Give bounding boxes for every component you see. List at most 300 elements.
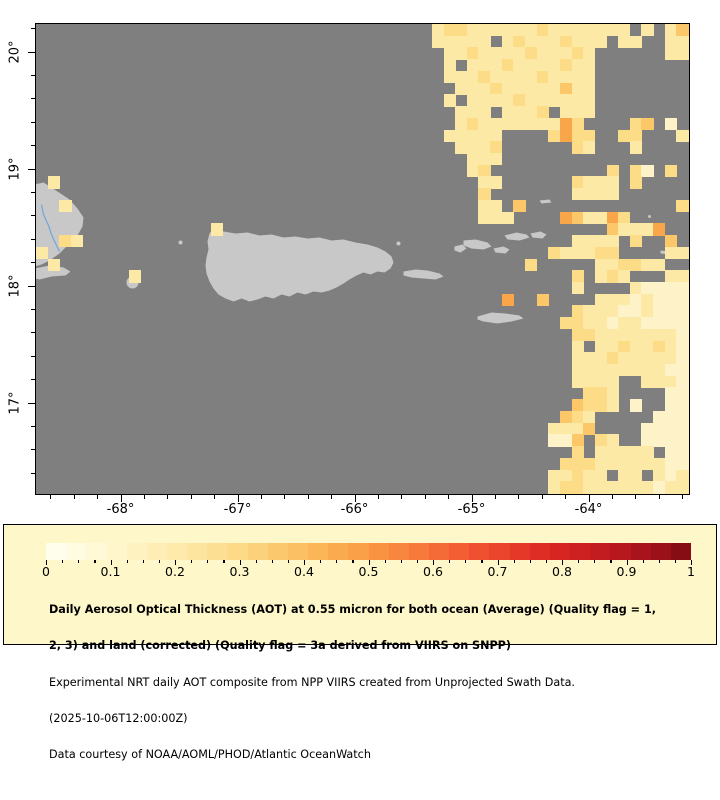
aot-cell bbox=[560, 470, 572, 482]
aot-cell bbox=[490, 24, 502, 36]
colorbar-minor-tick bbox=[207, 560, 208, 563]
aot-cell bbox=[537, 106, 549, 118]
aot-cell bbox=[653, 364, 665, 376]
aot-cell bbox=[572, 36, 584, 48]
aot-cell bbox=[630, 282, 642, 294]
aot-cell bbox=[665, 376, 677, 388]
colorbar-block bbox=[127, 543, 147, 560]
aot-cell bbox=[653, 376, 665, 388]
aot-cell bbox=[641, 341, 653, 353]
aot-cell bbox=[444, 36, 456, 48]
aot-cell bbox=[490, 94, 502, 106]
aot-cell bbox=[607, 223, 619, 235]
colorbar-minor-tick bbox=[594, 560, 595, 563]
legend-title-line-1: Daily Aerosol Optical Thickness (AOT) at 0.55 micron for both ocean (Average) (Quality flag = 1, bbox=[49, 603, 656, 617]
aot-cell bbox=[676, 376, 688, 388]
colorbar bbox=[46, 543, 691, 560]
aot-cell-layer bbox=[36, 24, 689, 494]
aot-cell bbox=[618, 317, 630, 329]
lat-major-tick bbox=[28, 286, 35, 287]
colorbar-tick-label: 0.9 bbox=[616, 564, 637, 579]
aot-cell bbox=[665, 341, 677, 353]
lon-major-tick bbox=[355, 495, 356, 502]
aot-cell bbox=[630, 399, 642, 411]
aot-cell bbox=[548, 130, 560, 142]
aot-cell bbox=[665, 470, 677, 482]
aot-cell bbox=[665, 24, 677, 36]
aot-cell bbox=[467, 141, 479, 153]
colorbar-block bbox=[46, 543, 66, 560]
colorbar-block bbox=[671, 543, 691, 560]
aot-cell bbox=[537, 294, 549, 306]
colorbar-minor-tick bbox=[223, 560, 224, 563]
aot-cell bbox=[455, 47, 467, 59]
aot-cell bbox=[607, 259, 619, 271]
aot-cell bbox=[560, 83, 572, 95]
aot-cell bbox=[560, 130, 572, 142]
aot-cell bbox=[607, 294, 619, 306]
aot-cell bbox=[676, 329, 688, 341]
aot-cell bbox=[572, 352, 584, 364]
colorbar-block bbox=[167, 543, 187, 560]
colorbar-block bbox=[651, 543, 671, 560]
aot-cell bbox=[583, 247, 595, 259]
lon-minor-tick bbox=[635, 495, 636, 499]
aot-cell bbox=[583, 376, 595, 388]
aot-cell bbox=[560, 434, 572, 446]
aot-cell bbox=[595, 387, 607, 399]
aot-cell bbox=[525, 59, 537, 71]
aot-cell bbox=[560, 212, 572, 224]
colorbar-minor-tick bbox=[78, 560, 79, 563]
colorbar-minor-tick bbox=[143, 560, 144, 563]
aot-cell bbox=[502, 24, 514, 36]
aot-cell bbox=[502, 94, 514, 106]
aot-cell bbox=[665, 411, 677, 423]
colorbar-minor-tick bbox=[659, 560, 660, 563]
aot-cell bbox=[560, 481, 572, 493]
aot-cell bbox=[595, 341, 607, 353]
aot-cell bbox=[583, 106, 595, 118]
aot-cell bbox=[665, 36, 677, 48]
aot-cell bbox=[607, 352, 619, 364]
aot-cell bbox=[444, 24, 456, 36]
aot-cell bbox=[665, 329, 677, 341]
lon-minor-tick bbox=[682, 495, 683, 499]
aot-cell bbox=[630, 446, 642, 458]
aot-cell bbox=[572, 141, 584, 153]
aot-cell bbox=[665, 118, 677, 130]
aot-cell bbox=[676, 481, 688, 493]
aot-cell bbox=[641, 294, 653, 306]
aot-cell bbox=[630, 294, 642, 306]
colorbar-block bbox=[66, 543, 86, 560]
colorbar-minor-tick bbox=[320, 560, 321, 563]
aot-cell bbox=[490, 83, 502, 95]
aot-cell bbox=[641, 446, 653, 458]
aot-cell bbox=[653, 259, 665, 271]
aot-cell bbox=[478, 94, 490, 106]
aot-cell bbox=[665, 423, 677, 435]
aot-cell bbox=[455, 24, 467, 36]
aot-cell bbox=[618, 305, 630, 317]
aot-cell bbox=[478, 188, 490, 200]
lon-minor-tick bbox=[144, 495, 145, 499]
colorbar-minor-tick bbox=[449, 560, 450, 563]
colorbar-minor-tick bbox=[127, 560, 128, 563]
aot-cell bbox=[630, 341, 642, 353]
aot-cell bbox=[595, 446, 607, 458]
aot-cell bbox=[513, 94, 525, 106]
aot-cell bbox=[607, 24, 619, 36]
colorbar-minor-tick bbox=[352, 560, 353, 563]
aot-cell bbox=[676, 305, 688, 317]
aot-cell bbox=[572, 282, 584, 294]
lon-minor-tick bbox=[378, 495, 379, 499]
aot-cell bbox=[502, 212, 514, 224]
aot-cell bbox=[607, 434, 619, 446]
aot-cell bbox=[676, 434, 688, 446]
aot-cell bbox=[595, 212, 607, 224]
aot-cell bbox=[676, 130, 688, 142]
aot-cell bbox=[572, 305, 584, 317]
aot-cell bbox=[630, 223, 642, 235]
aot-cell bbox=[490, 118, 502, 130]
aot-cell bbox=[583, 141, 595, 153]
colorbar-minor-tick bbox=[578, 560, 579, 563]
aot-cell bbox=[641, 282, 653, 294]
aot-cell bbox=[490, 71, 502, 83]
aot-cell bbox=[607, 364, 619, 376]
aot-cell bbox=[502, 59, 514, 71]
aot-cell bbox=[572, 235, 584, 247]
aot-cell bbox=[560, 36, 572, 48]
aot-cell bbox=[618, 458, 630, 470]
colorbar-tick-label: 0.3 bbox=[229, 564, 250, 579]
aot-cell bbox=[444, 47, 456, 59]
colorbar-block bbox=[348, 543, 368, 560]
aot-cell bbox=[467, 165, 479, 177]
aot-cell bbox=[502, 36, 514, 48]
aot-cell bbox=[676, 270, 688, 282]
aot-cell bbox=[630, 317, 642, 329]
lon-minor-tick bbox=[659, 495, 660, 499]
aot-cell bbox=[653, 434, 665, 446]
aot-cell bbox=[560, 118, 572, 130]
aot-cell bbox=[583, 24, 595, 36]
colorbar-tick-label: 0.7 bbox=[487, 564, 508, 579]
aot-cell bbox=[630, 36, 642, 48]
aot-cell bbox=[513, 118, 525, 130]
lon-minor-tick bbox=[425, 495, 426, 499]
aot-cell bbox=[653, 352, 665, 364]
lon-major-tick bbox=[472, 495, 473, 502]
aot-cell bbox=[641, 458, 653, 470]
lat-major-tick bbox=[28, 169, 35, 170]
aot-cell bbox=[595, 458, 607, 470]
aot-cell bbox=[665, 294, 677, 306]
aot-cell bbox=[607, 387, 619, 399]
aot-cell bbox=[676, 341, 688, 353]
lon-major-tick bbox=[589, 495, 590, 502]
colorbar-block bbox=[530, 543, 550, 560]
aot-cell bbox=[560, 106, 572, 118]
aot-cell bbox=[595, 329, 607, 341]
aot-cell bbox=[478, 141, 490, 153]
aot-cell bbox=[572, 411, 584, 423]
aot-cell bbox=[583, 212, 595, 224]
aot-cell bbox=[665, 305, 677, 317]
aot-cell bbox=[478, 59, 490, 71]
aot-cell bbox=[478, 200, 490, 212]
aot-cell bbox=[618, 364, 630, 376]
aot-cell bbox=[676, 352, 688, 364]
aot-cell bbox=[572, 59, 584, 71]
aot-cell bbox=[595, 470, 607, 482]
aot-cell bbox=[537, 47, 549, 59]
colorbar-block bbox=[106, 543, 126, 560]
aot-cell bbox=[513, 59, 525, 71]
colorbar-block bbox=[187, 543, 207, 560]
colorbar-minor-tick bbox=[288, 560, 289, 563]
aot-cell bbox=[537, 71, 549, 83]
aot-cell bbox=[560, 423, 572, 435]
colorbar-block bbox=[86, 543, 106, 560]
lat-axis-label: 17° bbox=[7, 390, 23, 415]
aot-cell bbox=[513, 24, 525, 36]
legend-desc-line: Experimental NRT daily AOT composite from NPP VIIRS created from Unprojected Swath Data. bbox=[49, 675, 575, 689]
aot-cell bbox=[572, 130, 584, 142]
aot-cell bbox=[618, 270, 630, 282]
aot-cell bbox=[513, 83, 525, 95]
aot-cell bbox=[641, 24, 653, 36]
colorbar-minor-tick bbox=[401, 560, 402, 563]
aot-cell bbox=[572, 83, 584, 95]
aot-cell bbox=[572, 94, 584, 106]
aot-cell bbox=[572, 71, 584, 83]
aot-cell bbox=[641, 481, 653, 493]
aot-cell bbox=[502, 47, 514, 59]
aot-cell bbox=[572, 212, 584, 224]
map-plot bbox=[35, 23, 690, 495]
aot-cell bbox=[665, 458, 677, 470]
aot-cell bbox=[572, 329, 584, 341]
colorbar-block bbox=[268, 543, 288, 560]
aot-cell bbox=[548, 47, 560, 59]
colorbar-block bbox=[590, 543, 610, 560]
aot-cell bbox=[478, 153, 490, 165]
lon-minor-tick bbox=[518, 495, 519, 499]
aot-cell bbox=[478, 24, 490, 36]
aot-cell bbox=[630, 352, 642, 364]
aot-cell bbox=[467, 36, 479, 48]
aot-cell bbox=[607, 446, 619, 458]
aot-cell bbox=[560, 47, 572, 59]
aot-cell bbox=[630, 458, 642, 470]
aot-cell bbox=[525, 47, 537, 59]
colorbar-block bbox=[631, 543, 651, 560]
aot-cell bbox=[618, 24, 630, 36]
aot-cell bbox=[641, 434, 653, 446]
aot-cell bbox=[432, 24, 444, 36]
aot-cell bbox=[71, 235, 83, 247]
aot-cell bbox=[665, 434, 677, 446]
aot-cell bbox=[676, 387, 688, 399]
aot-cell bbox=[583, 423, 595, 435]
aot-cell bbox=[490, 153, 502, 165]
aot-cell bbox=[444, 130, 456, 142]
aot-cell bbox=[607, 481, 619, 493]
aot-cell bbox=[607, 329, 619, 341]
aot-cell bbox=[595, 317, 607, 329]
aot-cell bbox=[618, 130, 630, 142]
aot-cell bbox=[583, 188, 595, 200]
aot-cell bbox=[665, 165, 677, 177]
aot-cell bbox=[467, 153, 479, 165]
aot-cell bbox=[525, 24, 537, 36]
aot-cell bbox=[478, 106, 490, 118]
colorbar-minor-tick bbox=[417, 560, 418, 563]
aot-cell bbox=[641, 352, 653, 364]
aot-cell bbox=[467, 94, 479, 106]
aot-cell bbox=[676, 282, 688, 294]
aot-cell bbox=[676, 458, 688, 470]
colorbar-block bbox=[248, 543, 268, 560]
aot-cell bbox=[537, 24, 549, 36]
colorbar-block bbox=[510, 543, 530, 560]
colorbar-block bbox=[489, 543, 509, 560]
lon-minor-tick bbox=[355, 495, 356, 499]
aot-cell bbox=[630, 259, 642, 271]
aot-cell bbox=[665, 352, 677, 364]
aot-cell bbox=[618, 294, 630, 306]
aot-cell bbox=[548, 481, 560, 493]
aot-cell bbox=[653, 481, 665, 493]
colorbar-tick-label: 0 bbox=[42, 564, 50, 579]
aot-cell bbox=[467, 106, 479, 118]
aot-cell bbox=[467, 47, 479, 59]
aot-cell bbox=[583, 352, 595, 364]
aot-cell bbox=[583, 329, 595, 341]
aot-cell bbox=[641, 376, 653, 388]
colorbar-minor-tick bbox=[530, 560, 531, 563]
aot-cell bbox=[48, 259, 60, 271]
aot-cell bbox=[548, 36, 560, 48]
aot-cell bbox=[537, 94, 549, 106]
aot-cell bbox=[548, 247, 560, 259]
aot-cell bbox=[490, 176, 502, 188]
aot-cell bbox=[572, 247, 584, 259]
aot-cell bbox=[641, 165, 653, 177]
aot-cell bbox=[455, 130, 467, 142]
aot-cell bbox=[478, 130, 490, 142]
aot-cell bbox=[653, 423, 665, 435]
aot-cell bbox=[467, 118, 479, 130]
lon-minor-tick bbox=[74, 495, 75, 499]
aot-cell bbox=[583, 59, 595, 71]
aot-cell bbox=[641, 305, 653, 317]
aot-cell bbox=[560, 458, 572, 470]
aot-cell bbox=[595, 36, 607, 48]
aot-cell bbox=[525, 106, 537, 118]
lon-minor-tick bbox=[238, 495, 239, 499]
aot-cell bbox=[478, 118, 490, 130]
colorbar-tick-label: 0.4 bbox=[294, 564, 314, 579]
colorbar-tick-label: 0.2 bbox=[165, 564, 185, 579]
aot-cell bbox=[653, 305, 665, 317]
aot-cell bbox=[595, 399, 607, 411]
colorbar-block bbox=[409, 543, 429, 560]
aot-cell bbox=[676, 399, 688, 411]
aot-cell bbox=[595, 247, 607, 259]
aot-cell bbox=[572, 399, 584, 411]
aot-cell bbox=[676, 411, 688, 423]
aot-cell bbox=[59, 200, 71, 212]
aot-cell bbox=[502, 106, 514, 118]
colorbar-minor-tick bbox=[62, 560, 63, 563]
aot-cell bbox=[548, 434, 560, 446]
map-ocean bbox=[36, 24, 689, 494]
aot-cell bbox=[548, 83, 560, 95]
aot-cell bbox=[444, 94, 456, 106]
aot-cell bbox=[548, 71, 560, 83]
aot-cell bbox=[583, 317, 595, 329]
lon-axis-label: -67° bbox=[223, 502, 252, 517]
aot-cell bbox=[665, 282, 677, 294]
aot-cell bbox=[490, 212, 502, 224]
colorbar-minor-tick bbox=[465, 560, 466, 563]
aot-cell bbox=[572, 24, 584, 36]
lon-minor-tick bbox=[612, 495, 613, 499]
aot-cell bbox=[676, 294, 688, 306]
aot-cell bbox=[455, 141, 467, 153]
aot-cell bbox=[607, 235, 619, 247]
aot-cell bbox=[665, 364, 677, 376]
colorbar-minor-tick bbox=[191, 560, 192, 563]
aot-cell bbox=[653, 223, 665, 235]
colorbar-tick-label: 0.6 bbox=[423, 564, 443, 579]
aot-cell bbox=[548, 470, 560, 482]
aot-cell bbox=[478, 47, 490, 59]
aot-cell bbox=[653, 458, 665, 470]
aot-cell bbox=[548, 423, 560, 435]
lon-minor-tick bbox=[448, 495, 449, 499]
aot-cell bbox=[630, 364, 642, 376]
aot-cell bbox=[572, 118, 584, 130]
lon-axis-label: -64° bbox=[574, 502, 603, 517]
lon-minor-tick bbox=[472, 495, 473, 499]
aot-cell bbox=[630, 130, 642, 142]
aot-cell bbox=[572, 481, 584, 493]
lon-minor-tick bbox=[191, 495, 192, 499]
aot-cell bbox=[583, 481, 595, 493]
lon-minor-tick bbox=[331, 495, 332, 499]
colorbar-minor-tick bbox=[546, 560, 547, 563]
aot-cell bbox=[478, 176, 490, 188]
aot-cell bbox=[653, 282, 665, 294]
aot-cell bbox=[653, 317, 665, 329]
aot-cell bbox=[618, 470, 630, 482]
aot-cell bbox=[595, 352, 607, 364]
aot-cell bbox=[525, 94, 537, 106]
aot-cell bbox=[653, 341, 665, 353]
aot-cell bbox=[583, 387, 595, 399]
aot-cell bbox=[537, 83, 549, 95]
aot-cell bbox=[618, 259, 630, 271]
aot-cell bbox=[595, 188, 607, 200]
aot-cell bbox=[641, 259, 653, 271]
aot-cell bbox=[560, 24, 572, 36]
